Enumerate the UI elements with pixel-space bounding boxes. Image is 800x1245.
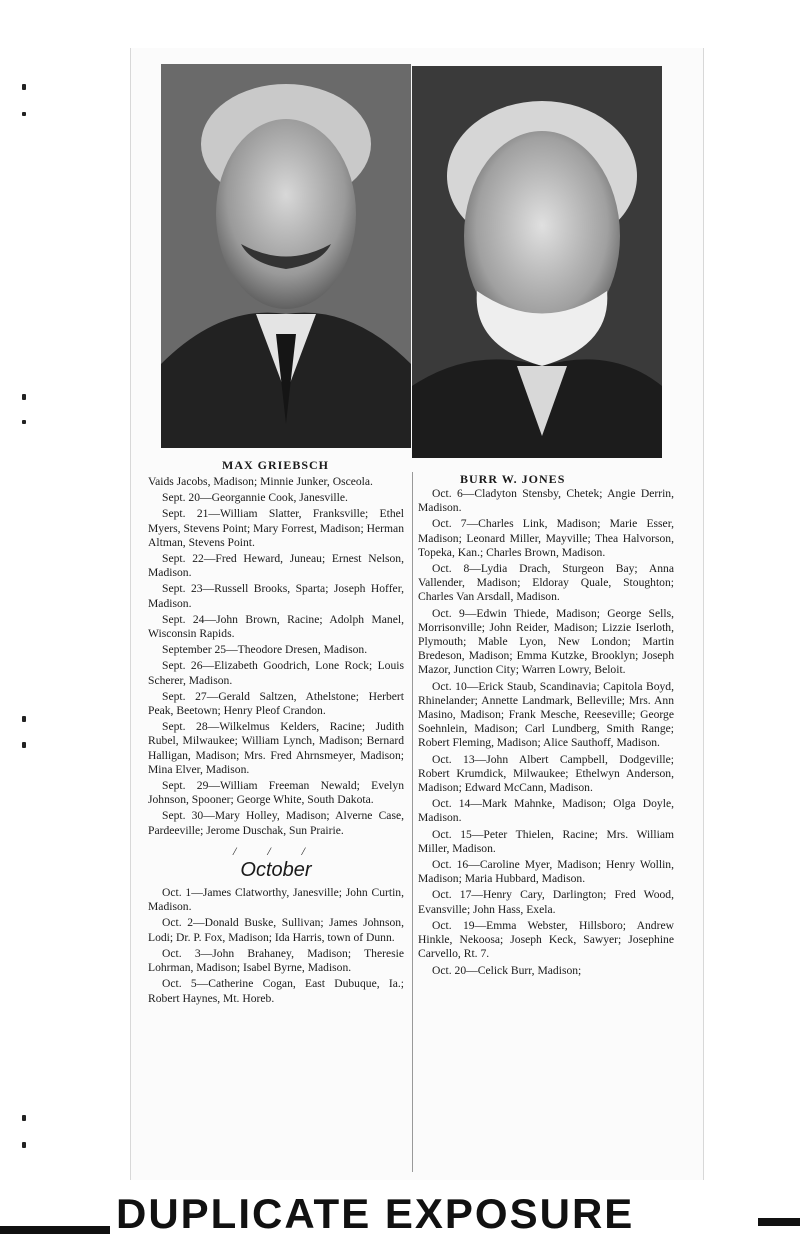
caption-left: MAX GRIEBSCH <box>222 458 330 472</box>
list-item: Oct. 10—Erick Staub, Scandinavia; Capitola Boyd, Rhinelander; Annette Landmark, Belleville; Mrs. Ann Masino, Madison; Frank Mesche, Reeseville; George Soehnlein, Madison; Carl Lundberg, Smith Range; Robert Fleming, Madison; Alice Sauthoff, Madison. <box>418 679 674 750</box>
list-item: Oct. 16—Caroline Myer, Madison; Henry Wollin, Madison; Maria Hubbard, Madison. <box>418 858 674 886</box>
portrait-right <box>412 66 662 458</box>
list-item: Sept. 21—William Slatter, Franksville; Ethel Myers, Stevens Point; Mary Forrest, Madison; Herman Altman, Stevens Point. <box>148 507 404 549</box>
margin-mark <box>22 112 26 116</box>
portrait-photo-icon <box>161 64 411 448</box>
list-item: Oct. 3—John Brahaney, Madison; Theresie Lohrman, Madison; Isabel Byrne, Madison. <box>148 946 404 975</box>
list-item: Sept. 22—Fred Heward, Juneau; Ernest Nelson, Madison. <box>148 552 404 580</box>
list-item: Sept. 29—William Freeman Newald; Evelyn Johnson, Spooner; George White, South Dakota. <box>148 779 404 807</box>
margin-mark <box>22 1115 26 1121</box>
margin-mark <box>22 742 26 748</box>
list-item: Sept. 26—Elizabeth Goodrich, Lone Rock; Louis Scherer, Madison. <box>148 659 404 687</box>
stamp-bar-left <box>0 1226 110 1234</box>
list-item: Oct. 19—Emma Webster, Hillsboro; Andrew Hinkle, Nekoosa; Joseph Keck, Sawyer; Josephine Carvello, Rt. 7. <box>418 918 674 961</box>
list-item: Oct. 15—Peter Thielen, Racine; Mrs. William Miller, Madison. <box>418 827 674 855</box>
list-item: Sept. 24—John Brown, Racine; Adolph Manel, Wisconsin Rapids. <box>148 612 404 641</box>
margin-mark <box>22 84 26 90</box>
margin-mark <box>22 1142 26 1148</box>
left-column <box>148 475 404 1008</box>
list-item: September 25—Theodore Dresen, Madison. <box>162 643 368 657</box>
list-item: Oct. 13—John Albert Campbell, Dodgeville; Robert Krumdick, Milwaukee; Ethelwyn Anderson, Madison; Edward McCann, Madison. <box>418 752 674 795</box>
list-item: Oct. 8—Lydia Drach, Sturgeon Bay; Anna Vallender, Madison; Eldoray Quale, Stoughton; Charles Van Arsdall, Madison. <box>418 562 674 604</box>
list-item: Oct. 20—Celick Burr, Madison; <box>432 963 582 977</box>
separator-marks: / / / <box>232 843 319 858</box>
list-item: Oct. 1—James Clatworthy, Janesville; John Curtin, Madison. <box>148 886 404 914</box>
list-item: Sept. 27—Gerald Saltzen, Athelstone; Herbert Peak, Beetown; Henry Pleof Crandon. <box>148 689 404 718</box>
margin-mark <box>22 716 26 722</box>
portrait-left <box>161 64 411 448</box>
list-item: Oct. 7—Charles Link, Madison; Marie Esser, Madison; Leonard Miller, Mayville; Thea Halvorson, Topeka, Kan.; Charles Brown, Madison. <box>418 517 674 559</box>
list-item: Oct. 6—Cladyton Stensby, Chetek; Angie Derrin, Madison. <box>418 487 674 515</box>
stamp-bar-right <box>758 1218 800 1226</box>
portrait-photo-icon <box>412 66 662 458</box>
list-item: Oct. 5—Catherine Cogan, East Dubuque, Ia.; Robert Haynes, Mt. Horeb. <box>148 977 404 1005</box>
column-divider <box>412 472 413 1172</box>
margin-mark <box>22 394 26 400</box>
list-item: Oct. 9—Edwin Thiede, Madison; George Sells, Morrisonville; John Reider, Madison; Lizzie Iserloth, Plymouth; Mable Lyon, New London; Martin Bredeson, Madison; Emma Kutzke, Brooklyn; Joseph Mazor, Junction City; Warren Lowry, Beloit. <box>418 606 674 677</box>
list-item: Vaids Jacobs, Madison; Minnie Junker, Osceola. <box>148 475 373 488</box>
section-heading-october: October <box>240 859 312 882</box>
list-item: Oct. 17—Henry Cary, Darlington; Fred Wood, Evansville; John Hass, Exela. <box>418 888 674 916</box>
list-item: Sept. 30—Mary Holley, Madison; Alverne Case, Pardeeville; Jerome Duschak, Sun Prairie. <box>148 809 404 837</box>
list-item: Oct. 14—Mark Mahnke, Madison; Olga Doyle, Madison. <box>418 797 674 825</box>
list-item: Sept. 23—Russell Brooks, Sparta; Joseph Hoffer, Madison. <box>148 582 404 610</box>
list-item: Sept. 28—Wilkelmus Kelders, Racine; Judith Rubel, Milwaukee; William Lynch, Madison; Bernard Halligan, Madison; Mrs. Fred Ahrnsmeyer, Madison; Mina Elver, Madison. <box>148 720 404 776</box>
duplicate-exposure-stamp <box>0 1188 800 1245</box>
right-column <box>418 487 674 980</box>
stamp-text: DUPLICATE EXPOSURE <box>116 1190 635 1237</box>
caption-right: BURR W. JONES <box>460 472 566 486</box>
margin-mark <box>22 420 26 424</box>
list-item: Sept. 20—Georgannie Cook, Janesville. <box>162 491 348 505</box>
list-item: Oct. 2—Donald Buske, Sullivan; James Johnson, Lodi; Dr. P. Fox, Madison; Ida Harris, town of Dunn. <box>148 916 404 944</box>
